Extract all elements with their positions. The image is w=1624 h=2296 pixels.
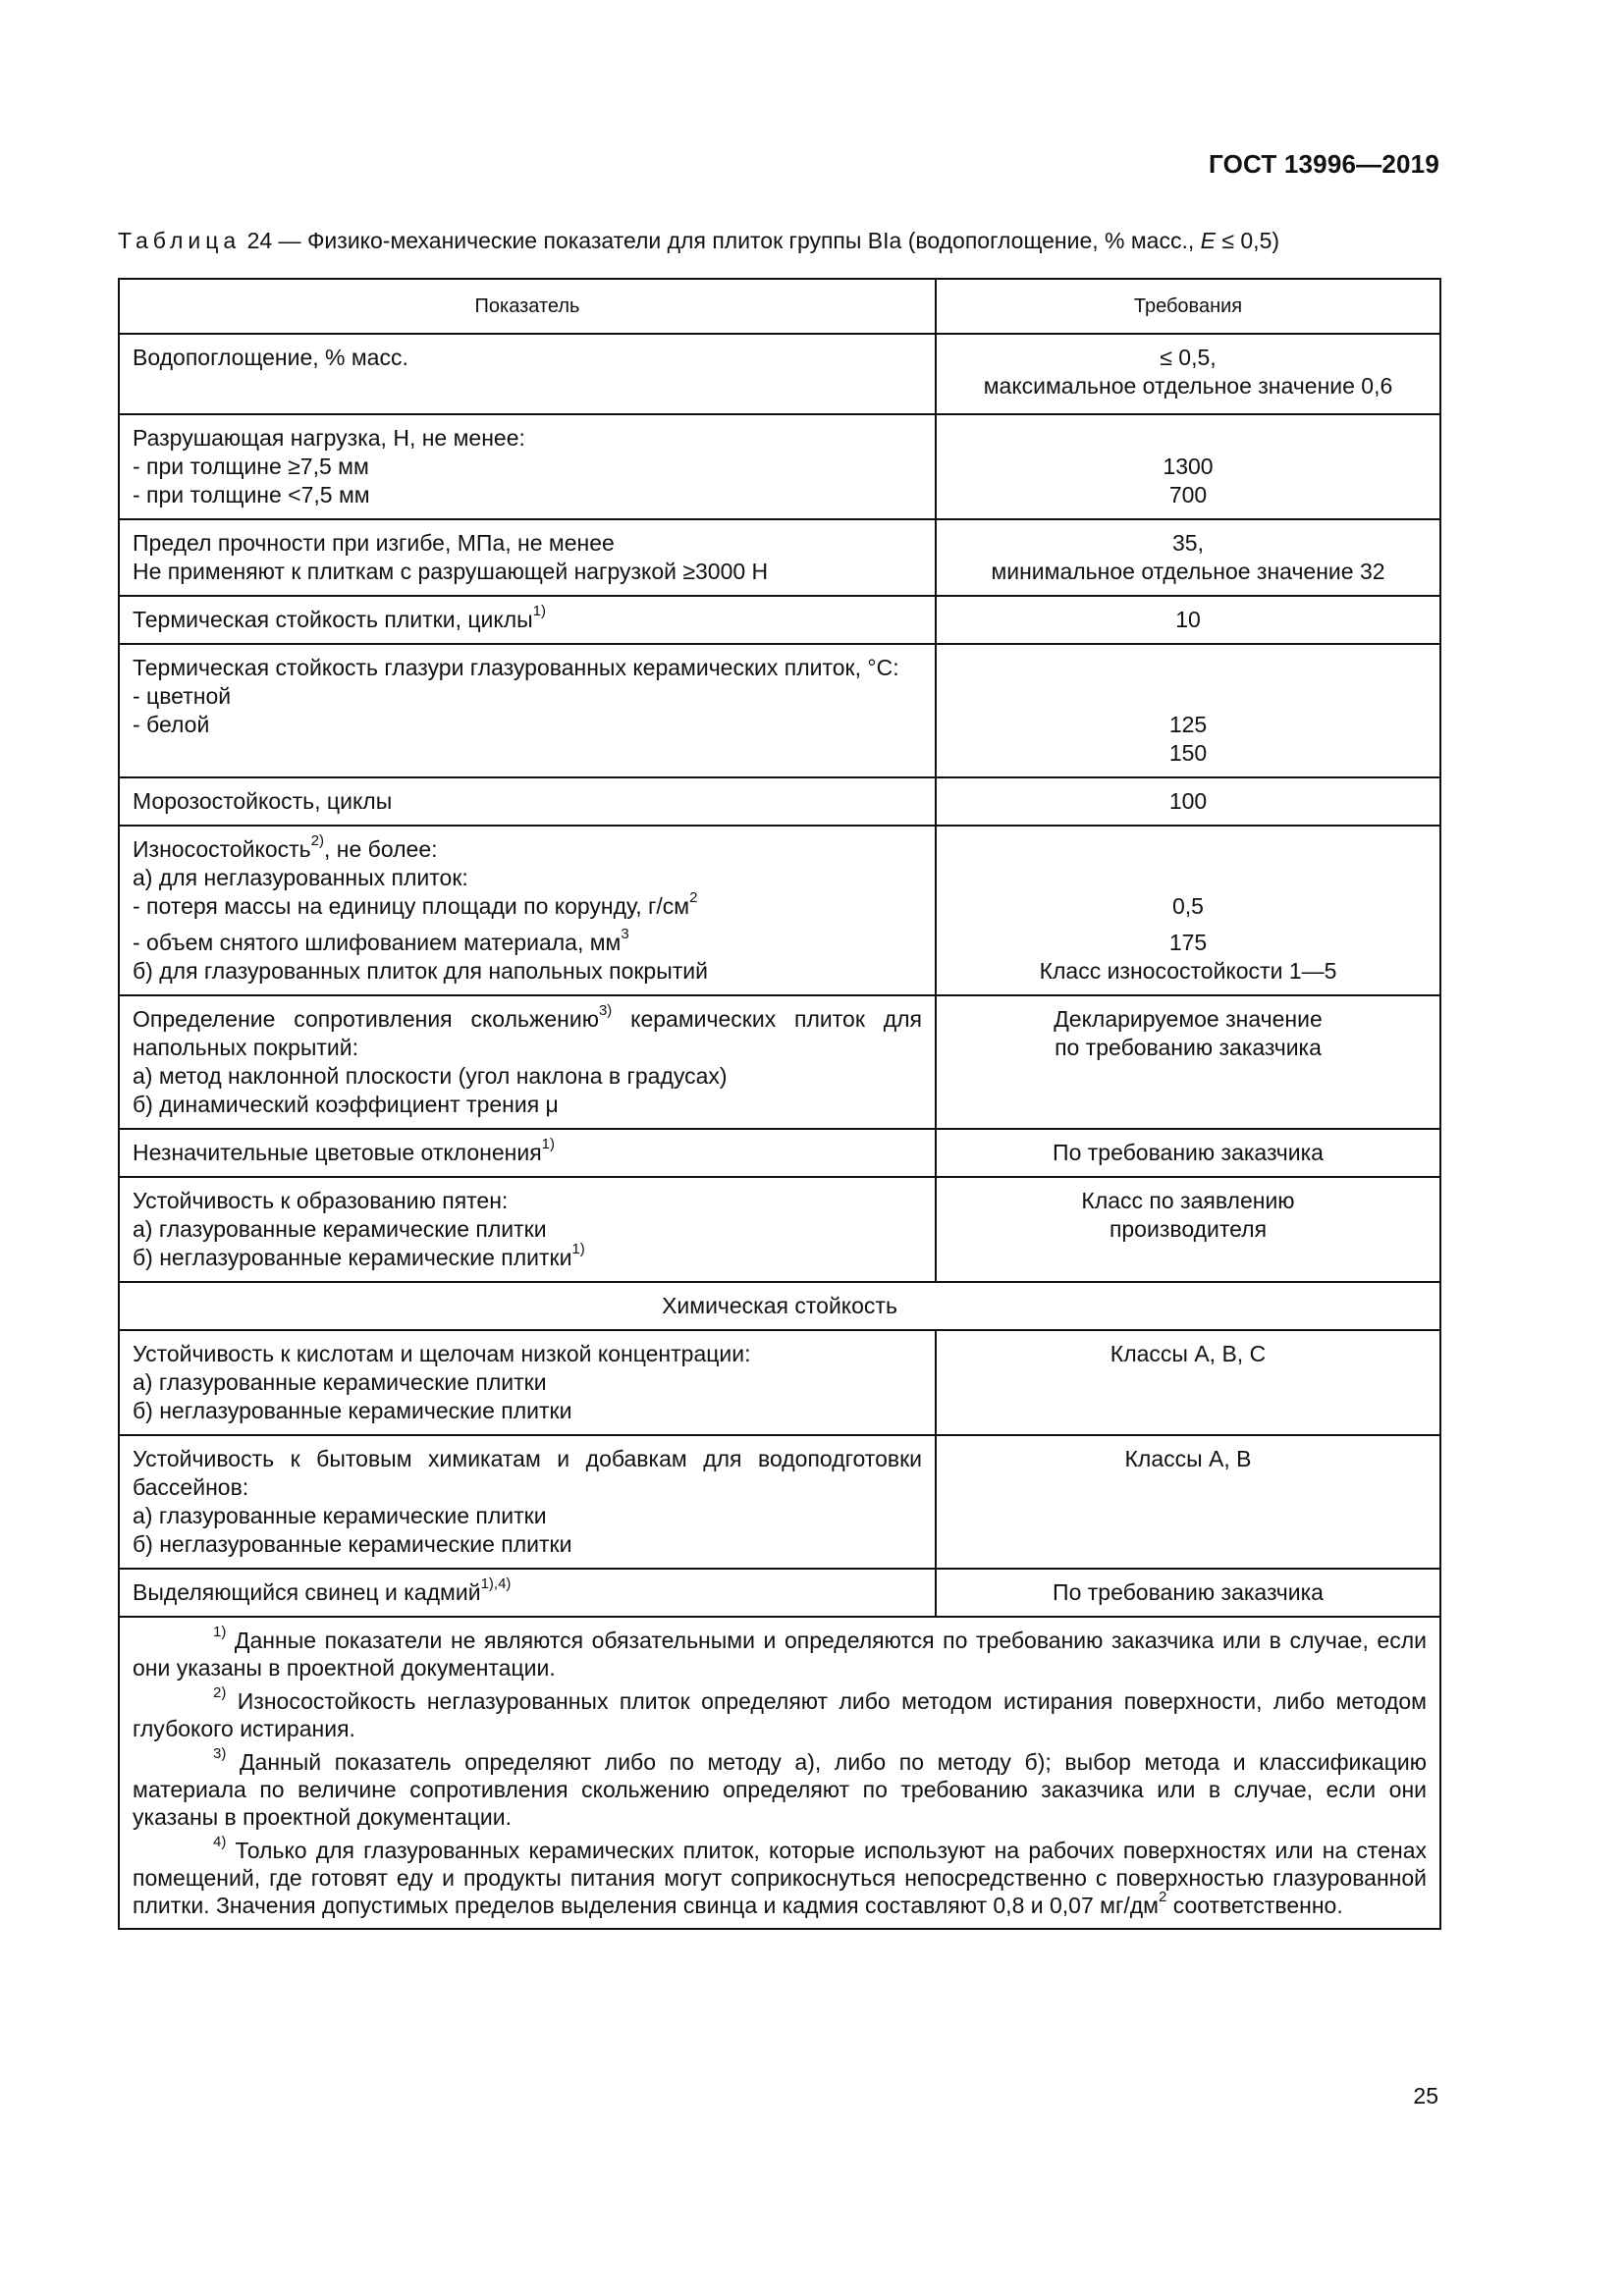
requirement-text: По требованию заказчика bbox=[1053, 1579, 1324, 1605]
requirement-text: максимальное отдельное значение 0,6 bbox=[983, 373, 1393, 399]
requirement-text: 125 bbox=[1168, 712, 1208, 737]
unit-exponent: 3 bbox=[621, 926, 629, 943]
requirement-text: 100 bbox=[1168, 788, 1208, 814]
indicator-text: Устойчивость к образованию пятен: bbox=[133, 1188, 509, 1213]
indicator-text: Устойчивость к кислотам и щелочам низкой концентрации: bbox=[133, 1341, 751, 1366]
indicator-text: б) динамический коэффициент трения μ bbox=[133, 1092, 559, 1117]
header-indicator: Показатель bbox=[119, 279, 936, 334]
table-row bbox=[119, 519, 1440, 596]
indicator-text: - объем снятого шлифованием материала, $мм^3$ bbox=[133, 926, 629, 955]
table-row bbox=[119, 826, 1440, 995]
footnote: $^{3)}$ Данный показатель определяют либо по методу а), либо по методу б); выбор метода и классификацию материала по величине сопротивления скольжению определяют по требованию заказчика или в случае, если они указаны в проектной документации. bbox=[133, 1745, 1427, 1830]
footnote: $^{1)}$ Данные показатели не являются обязательными и определяются по требованию заказчика или в случае, если они указаны в проектной документации. bbox=[133, 1624, 1427, 1681]
table-row bbox=[119, 1129, 1440, 1177]
footnote-ref: 2) bbox=[310, 832, 325, 850]
footnote: $^{2)}$ Износостойкость неглазурованных плиток определяют либо методом истирания поверхности, либо методом глубокого истирания. bbox=[133, 1684, 1427, 1741]
requirement-text: Классы А, В bbox=[1124, 1446, 1252, 1471]
indicator-cell bbox=[119, 519, 936, 596]
table-caption bbox=[118, 226, 1439, 255]
indicator-cell bbox=[119, 414, 936, 519]
table-notes bbox=[119, 1617, 1440, 1929]
section-heading: Химическая стойкость bbox=[119, 1282, 1440, 1330]
indicator-text: - цветной bbox=[133, 683, 232, 709]
requirement-text: 1300 bbox=[1163, 454, 1214, 479]
spec-table bbox=[118, 278, 1441, 1930]
indicator-text: Предел прочности при изгибе, МПа, не менее bbox=[133, 530, 615, 556]
footnote-ref: 3) bbox=[598, 1002, 613, 1020]
requirement-cell bbox=[936, 519, 1440, 596]
indicator-cell bbox=[119, 644, 936, 777]
requirement-cell bbox=[936, 596, 1440, 644]
indicator-text: а) глазурованные керамические плитки bbox=[133, 1369, 547, 1395]
indicator-cell bbox=[119, 777, 936, 826]
footnote: $^{4)}$ Только для глазурованных керамических плиток, которые используют на рабочих поверхностях или на стенах помещений, где готовят еду и продукты питания могут соприкоснуться непосредственно с поверхностью глазурованной плитки. Значения допустимых пределов выделения свинца и кадмия составляют 0,8 и 0,07 $мг/дм^2$ соответственно. bbox=[133, 1834, 1427, 1918]
indicator-text: Разрушающая нагрузка, Н, не менее: bbox=[133, 425, 525, 451]
requirement-cell bbox=[936, 644, 1440, 777]
requirement-cell bbox=[936, 1129, 1440, 1177]
indicator-text: Не применяют к плиткам с разрушающей нагрузкой ≥3000 Н bbox=[133, 559, 769, 584]
table-row bbox=[119, 1330, 1440, 1435]
table-row bbox=[119, 1177, 1440, 1282]
indicator-text: Термическая стойкость глазури глазурованных керамических плиток, °С: bbox=[133, 655, 899, 680]
indicator-text: - при толщине ≥7,5 мм bbox=[133, 454, 369, 479]
unit-exponent: 2 bbox=[689, 889, 698, 907]
requirement-text: минимальное отдельное значение 32 bbox=[991, 559, 1385, 584]
indicator-text: а) метод наклонной плоскости (угол наклона в градусах) bbox=[133, 1063, 728, 1089]
header-requirements: Требования bbox=[936, 279, 1440, 334]
caption-text: 24 — Физико-механические показатели для плиток группы BIa (водопоглощение, % масс., bbox=[241, 228, 1201, 253]
footnote-ref: 1) bbox=[571, 1241, 585, 1258]
requirement-text: 35, bbox=[1172, 530, 1204, 556]
requirement-text: 175 bbox=[1168, 930, 1208, 955]
caption-label: Таблица bbox=[118, 228, 242, 253]
unit-exponent: 2 bbox=[1158, 1889, 1167, 1906]
requirement-cell bbox=[936, 826, 1440, 995]
indicator-text: Износостойкость$^{2)}$, не более: bbox=[133, 832, 438, 862]
requirement-cell bbox=[936, 1177, 1440, 1282]
indicator-text: б) неглазурованные керамические плитки$^{1)}$ bbox=[133, 1241, 585, 1270]
indicator-cell bbox=[119, 334, 936, 414]
caption-tail: ≤ 0,5) bbox=[1215, 228, 1280, 253]
requirement-text: 150 bbox=[1168, 740, 1208, 766]
indicator-text: Устойчивость к бытовым химикатам и добавкам для водоподготовки бассейнов: bbox=[133, 1446, 922, 1500]
requirement-text: По требованию заказчика bbox=[1053, 1140, 1324, 1165]
indicator-text: Водопоглощение, % масс. bbox=[133, 345, 408, 370]
table-row bbox=[119, 1569, 1440, 1617]
indicator-text: Определение сопротивления скольжению$^{3)}$ керамических плиток для напольных покрытий: bbox=[133, 1002, 923, 1060]
footnote-ref: 1) bbox=[532, 603, 546, 620]
indicator-cell bbox=[119, 1177, 936, 1282]
section-row bbox=[119, 1282, 1440, 1330]
indicator-cell bbox=[119, 995, 936, 1129]
footnote-ref: 1),4) bbox=[480, 1575, 512, 1593]
requirement-text: 700 bbox=[1168, 482, 1208, 507]
requirement-cell bbox=[936, 1569, 1440, 1617]
table-row bbox=[119, 995, 1440, 1129]
requirement-cell bbox=[936, 777, 1440, 826]
indicator-cell bbox=[119, 1569, 936, 1617]
indicator-text: б) неглазурованные керамические плитки bbox=[133, 1531, 572, 1557]
footnote-ref: 1) bbox=[541, 1136, 555, 1153]
indicator-text: Незначительные цветовые отклонения bbox=[133, 1140, 542, 1165]
requirement-text: производителя bbox=[1109, 1216, 1268, 1242]
requirement-cell bbox=[936, 995, 1440, 1129]
requirement-text: Классы А, В, С bbox=[1110, 1341, 1267, 1366]
indicator-cell bbox=[119, 596, 936, 644]
indicator-text: - белой bbox=[133, 712, 210, 737]
requirement-text: Декларируемое значение bbox=[1054, 1006, 1323, 1032]
footnote-mark: 4) bbox=[213, 1834, 227, 1851]
requirement-cell bbox=[936, 334, 1440, 414]
requirement-text: по требованию заказчика bbox=[1055, 1035, 1322, 1060]
table-row bbox=[119, 596, 1440, 644]
notes-row bbox=[119, 1617, 1440, 1929]
indicator-text: - при толщине <7,5 мм bbox=[133, 482, 370, 507]
page-number: 25 bbox=[1413, 2083, 1438, 2109]
table-row bbox=[119, 644, 1440, 777]
indicator-cell bbox=[119, 1330, 936, 1435]
document-code: ГОСТ 13996—2019 bbox=[1209, 149, 1439, 179]
table-row bbox=[119, 777, 1440, 826]
table-header-row bbox=[119, 279, 1440, 334]
indicator-text: а) глазурованные керамические плитки bbox=[133, 1216, 547, 1242]
indicator-cell bbox=[119, 1129, 936, 1177]
indicator-text: а) глазурованные керамические плитки bbox=[133, 1503, 547, 1528]
indicator-text: Термическая стойкость плитки, циклы bbox=[133, 607, 533, 632]
requirement-text: ≤ 0,5, bbox=[1160, 345, 1217, 370]
table-row bbox=[119, 1435, 1440, 1569]
requirement-text: Класс износостойкости 1—5 bbox=[1039, 958, 1337, 984]
indicator-text: Морозостойкость, циклы bbox=[133, 788, 393, 814]
table-row bbox=[119, 414, 1440, 519]
indicator-text: - потеря массы на единицу площади по корунду, $г/см^2$ bbox=[133, 889, 698, 919]
table-row bbox=[119, 334, 1440, 414]
requirement-text: 10 bbox=[1175, 607, 1201, 632]
footnote-mark: 1) bbox=[213, 1624, 227, 1641]
footnote-mark: 2) bbox=[213, 1684, 227, 1702]
footnote-mark: 3) bbox=[213, 1745, 227, 1763]
indicator-text: Выделяющийся свинец и кадмий bbox=[133, 1579, 481, 1605]
requirement-cell bbox=[936, 1330, 1440, 1435]
indicator-cell bbox=[119, 826, 936, 995]
requirement-cell bbox=[936, 414, 1440, 519]
caption-variable: E bbox=[1200, 228, 1216, 253]
indicator-text: б) неглазурованные керамические плитки bbox=[133, 1398, 572, 1423]
indicator-text: б) для глазурованных плиток для напольных покрытий bbox=[133, 958, 708, 984]
indicator-cell bbox=[119, 1435, 936, 1569]
requirement-cell bbox=[936, 1435, 1440, 1569]
requirement-text: Класс по заявлению bbox=[1081, 1188, 1295, 1213]
requirement-text: 0,5 bbox=[1172, 893, 1204, 919]
indicator-text: а) для неглазурованных плиток: bbox=[133, 865, 468, 890]
